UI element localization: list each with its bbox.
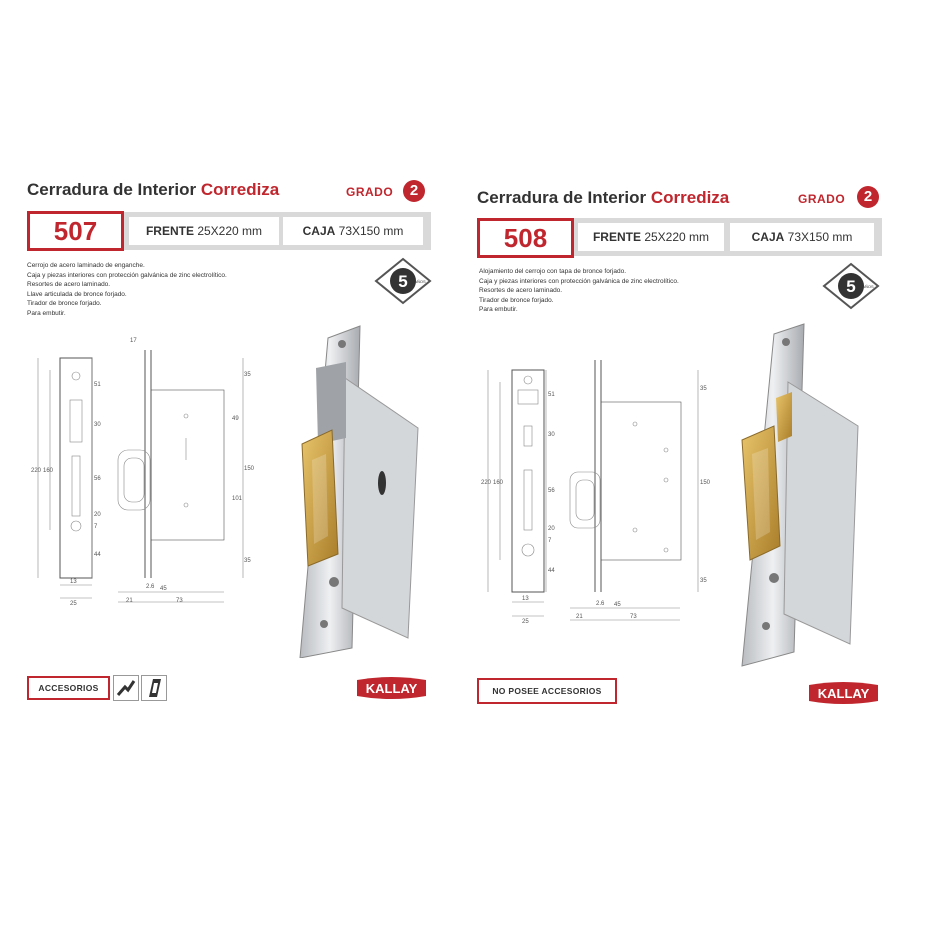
dim-label: 51 <box>94 382 101 388</box>
key-accessory-icon <box>113 675 139 701</box>
dim-label: 35 <box>700 578 707 584</box>
feature-item: Cerrojo de acero laminado de enganche. <box>27 262 145 269</box>
dim-label: 30 <box>94 422 101 428</box>
dim-label: 35 <box>244 372 251 378</box>
no-accessories-label: NO POSEE ACCESORIOS <box>477 678 617 704</box>
dim-label: 220 <box>31 468 42 474</box>
feature-item: Resortes de acero laminado. <box>479 287 563 295</box>
dim-label: 35 <box>700 386 707 392</box>
dim-label: 20 <box>94 512 101 518</box>
dim-label: 49 <box>232 416 239 422</box>
dim-label: 51 <box>548 392 555 398</box>
dim-label: 20 <box>548 526 555 532</box>
caja-spec: CAJA 73X150 mm <box>283 217 423 245</box>
lock-photo <box>734 322 884 668</box>
warranty-years: 5 <box>398 272 408 291</box>
dim-label: 7 <box>548 538 552 544</box>
feature-item: Tirador de bronce forjado. <box>27 300 102 308</box>
dim-label: 73 <box>630 614 637 620</box>
dim-label: 2.6 <box>146 584 155 590</box>
dim-label: 56 <box>548 488 555 494</box>
warranty-years: 5 <box>846 277 856 296</box>
technical-drawing <box>28 330 268 610</box>
dim-label: 45 <box>614 602 621 608</box>
feature-item: Resortes de acero laminado. <box>27 281 111 289</box>
dim-label: 150 <box>700 480 711 486</box>
dim-label: 7 <box>94 524 98 530</box>
product-title: Cerradura de Interior Corrediza <box>477 188 730 207</box>
dim-label: 13 <box>522 596 529 602</box>
warranty-badge-icon <box>820 262 882 310</box>
dim-label: 25 <box>70 601 77 607</box>
dim-label: 150 <box>244 466 255 472</box>
frente-spec: FRENTE 25X220 mm <box>129 217 279 245</box>
warranty-label: AÑOS <box>414 279 426 284</box>
warranty-badge-icon <box>372 257 434 305</box>
model-number: 507 <box>27 211 124 251</box>
caja-spec: CAJA 73X150 mm <box>730 223 874 251</box>
dim-label: 17 <box>130 338 137 344</box>
grado-label: GRADO <box>798 192 846 206</box>
kallay-logo <box>355 676 428 700</box>
dim-label: 220 <box>481 480 492 486</box>
feature-item: Para embutir. <box>27 309 66 317</box>
brand-name: KALLAY <box>817 686 870 701</box>
spec-bar <box>572 218 882 256</box>
dim-label: 44 <box>94 552 101 558</box>
dim-label: 35 <box>244 558 251 564</box>
frente-spec: FRENTE 25X220 mm <box>578 223 724 251</box>
grado-value: 2 <box>857 186 879 208</box>
features-list <box>27 261 227 319</box>
dim-label: 30 <box>548 432 555 438</box>
feature-item: Caja y piezas interiores con protección galvánica de zinc electrolítico. <box>479 277 679 285</box>
kallay-logo <box>807 681 880 705</box>
features-list <box>479 267 679 315</box>
feature-item: Caja y piezas interiores con protección galvánica de zinc electrolítico. <box>27 271 227 279</box>
dim-label: 101 <box>232 496 243 502</box>
feature-item: Llave articulada de bronce forjado. <box>27 290 127 298</box>
technical-drawing <box>480 360 720 630</box>
feature-item: Para embutir. <box>479 306 518 314</box>
dim-label: 160 <box>43 468 54 474</box>
lock-photo <box>290 318 440 658</box>
model-number: 508 <box>477 218 574 258</box>
product-title: Cerradura de Interior Corrediza <box>27 180 280 199</box>
warranty-label: AÑOS <box>862 284 874 289</box>
dim-label: 21 <box>576 614 583 620</box>
grado-value: 2 <box>403 180 425 202</box>
dim-label: 160 <box>493 480 504 486</box>
dim-label: 2.6 <box>596 601 605 607</box>
dim-label: 13 <box>70 579 77 585</box>
dim-label: 44 <box>548 568 555 574</box>
spec-bar <box>123 212 431 250</box>
feature-item: Alojamiento del cerrojo con tapa de bronce forjado. <box>479 268 627 275</box>
dim-label: 73 <box>176 598 183 604</box>
dim-label: 45 <box>160 586 167 592</box>
dim-label: 56 <box>94 476 101 482</box>
accessories-button[interactable]: ACCESORIOS <box>27 676 110 700</box>
feature-item: Tirador de bronce forjado. <box>479 296 554 304</box>
grado-label: GRADO <box>346 185 394 199</box>
dim-label: 21 <box>126 598 133 604</box>
brand-name: KALLAY <box>365 681 418 696</box>
handle-accessory-icon <box>141 675 167 701</box>
dim-label: 25 <box>522 619 529 625</box>
